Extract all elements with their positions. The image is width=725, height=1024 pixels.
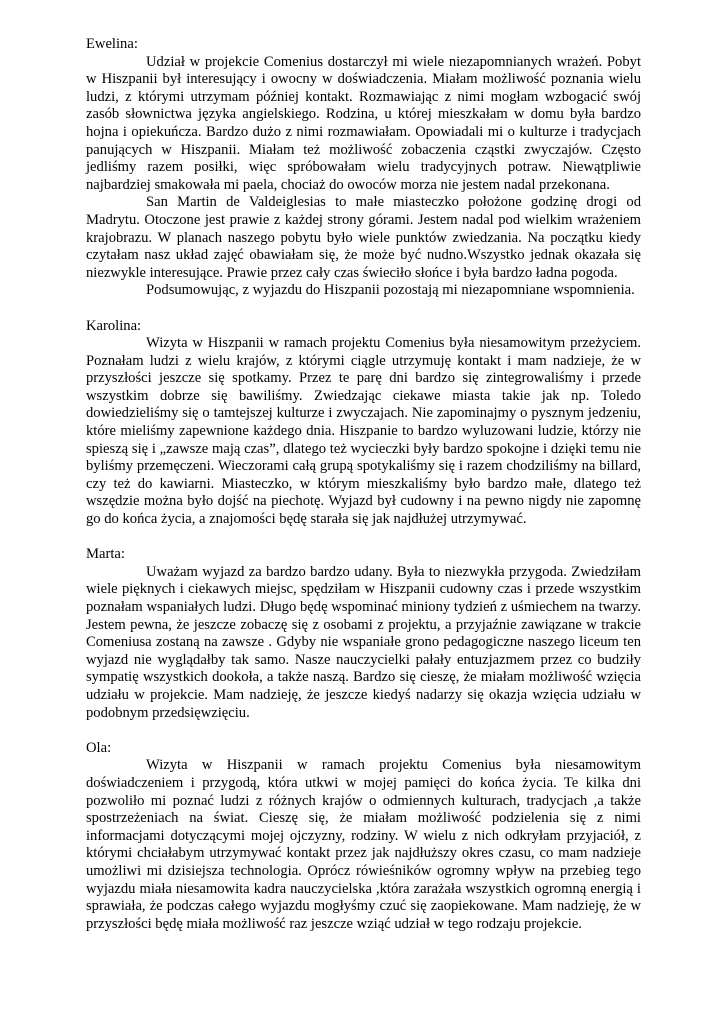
paragraph: Wizyta w Hiszpanii w ramach projektu Comenius była niesamowitym doświadczeniem i przygodą, która utkwi w mojej pamięci do końca życia. Te kilka dni pozwoliło mi poznać ludzi z różnych krajów o odmiennych kulturach, tradycjach ,a także spostrzeżeniach na świat. Cieszę się, że miałam możliwość podzielenia się z nimi informacjami dotyczącymi mojej ojczyzny, rodziny. W wielu z nich odkryłam przyjaciół, z którymi chciałabym utrzymywać kontakt przez jak najdłuższy okres czasu, co mam nadzieje umożliwi mi dzisiejsza technologia. Oprócz rówieśników ogromny wpływ na przebieg tego wyjazdu miała niesamowita kadra nauczycielska ,która zarażała wszystkich ogromną energią i sprawiała, że podczas całego wyjazdu mogłyśmy czuć się zaopiekowane. Mam nadzieję, że w przyszłości będę miała możliwość raz jeszcze wziąć udział w tego rodzaju projekcie. bbox=[86, 757, 641, 932]
spacer bbox=[86, 529, 641, 547]
author-name: Ewelina: bbox=[86, 36, 138, 52]
paragraph: Podsumowując, z wyjazdu do Hiszpanii pozostają mi niezapomniane wspomnienia. bbox=[146, 282, 635, 299]
paragraph: Udział w projekcie Comenius dostarczył mi wiele niezapomnianych wrażeń. Pobyt w Hiszpanii był interesujący i owocny w doświadczenia. Miałam możliwość poznania wielu ludzi, z którymi utrzymam później kontakt. Rozmawiając z nimi mogłam wzbogacić swój zasób słownictwa języka angielskiego. Rodzina, u której mieszkałam w domu była bardzo hojna i opiekuńcza. Bardzo dużo z nimi rozmawiałam. Opowiadali mi o kulturze i tradycjach panujących w Hiszpanii. Miałam też możliwość zobaczenia cząstki zwyczajów. Często jedliśmy razem posiłki, więc spróbowałam wielu tradycyjnych potraw. Niewątpliwie najbardziej smakowała mi paela, chociaż do owoców morza nie jestem nadal przekonana. bbox=[86, 53, 641, 193]
spacer bbox=[86, 300, 641, 318]
paragraph: Uważam wyjazd za bardzo bardzo udany. Była to niezwykła przygoda. Zwiedziłam wiele pięknych i ciekawych miejsc, spędziłam w Hiszpanii cudowny czas i przede wszystkim poznałam wspaniałych ludzi. Długo będę wspominać miniony tydzień z uśmiechem na twarzy. Jestem pewna, że jeszcze zobaczę się z osobami z projektu, a przyjaźnie zawiązane w trakcie Comeniusa zostaną na zawsze . Gdyby nie wspaniałe grono pedagogiczne naszego liceum ten wyjazd nie wyglądałby tak samo. Nasze nauczycielki pałały entuzjazmem przez co budziły sympatię wszystkich dookoła, a także naszą. Bardzo się cieszę, że miałam możliwość wzięcia udziału w projekcie. Mam nadzieję, że jeszcze kiedyś nadarzy się okazja wzięcia udziału w podobnym przedsięwzięciu. bbox=[86, 563, 641, 721]
section-ewelina bbox=[86, 36, 641, 300]
section-karolina bbox=[86, 318, 641, 529]
section-ola bbox=[86, 740, 641, 934]
document-page bbox=[86, 36, 641, 933]
author-name: Karolina: bbox=[86, 317, 142, 334]
paragraph: San Martin de Valdeiglesias to małe miasteczko położone godzinę drogi od Madrytu. Otoczone jest prawie z każdej strony górami. Jestem nadal pod wielkim wrażeniem krajobrazu. W planach naszego pobytu było wiele punktów zwiedzania. Na początku kiedy czytałam nasz układ zajęć obawiałam się, że może być nudno.Wszystko jednak okazała się niezwykle interesujące. Prawie przez cały czas świeciło słońce i była bardzo ładna pogoda. bbox=[86, 194, 641, 281]
paragraph: Wizyta w Hiszpanii w ramach projektu Comenius była niesamowitym przeżyciem. Poznałam ludzi z wielu krajów, z którymi ciągle utrzymuję kontakt i mam nadzieje, że w przyszłości jeszcze się spotkamy. Przez te parę dni bardzo się zintegrowaliśmy i przede wszystkim dobrze się bawiliśmy. Zwiedzając ciekawe miasta takie jak np. Toledo dowiedzieliśmy się o tamtejszej kulturze i zwyczajach. Nie zapominajmy o pysznym jedzeniu, które mieliśmy zapewnione każdego dnia. Hiszpanie to bardzo wyluzowani ludzie, którzy nie spieszą się i „zawsze mają czas”, dlatego też wycieczki były bardzo spokojne i dzięki temu nie byliśmy przemęczeni. Wieczorami całą grupą spotykaliśmy się i razem chodziliśmy na billard, czy też do kawiarni. Miasteczko, w którym mieszkaliśmy było bardzo małe, dlatego też wszędzie można było dojść na piechotę. Wyjazd był cudowny i na pewno nigdy nie zapomnę go do końca życia, a znajomości będę starała się jak najdłużej utrzymywać. bbox=[86, 335, 641, 528]
spacer bbox=[86, 722, 641, 740]
author-name: Marta: bbox=[86, 546, 125, 563]
section-marta bbox=[86, 546, 641, 722]
author-name: Ola: bbox=[86, 739, 112, 756]
